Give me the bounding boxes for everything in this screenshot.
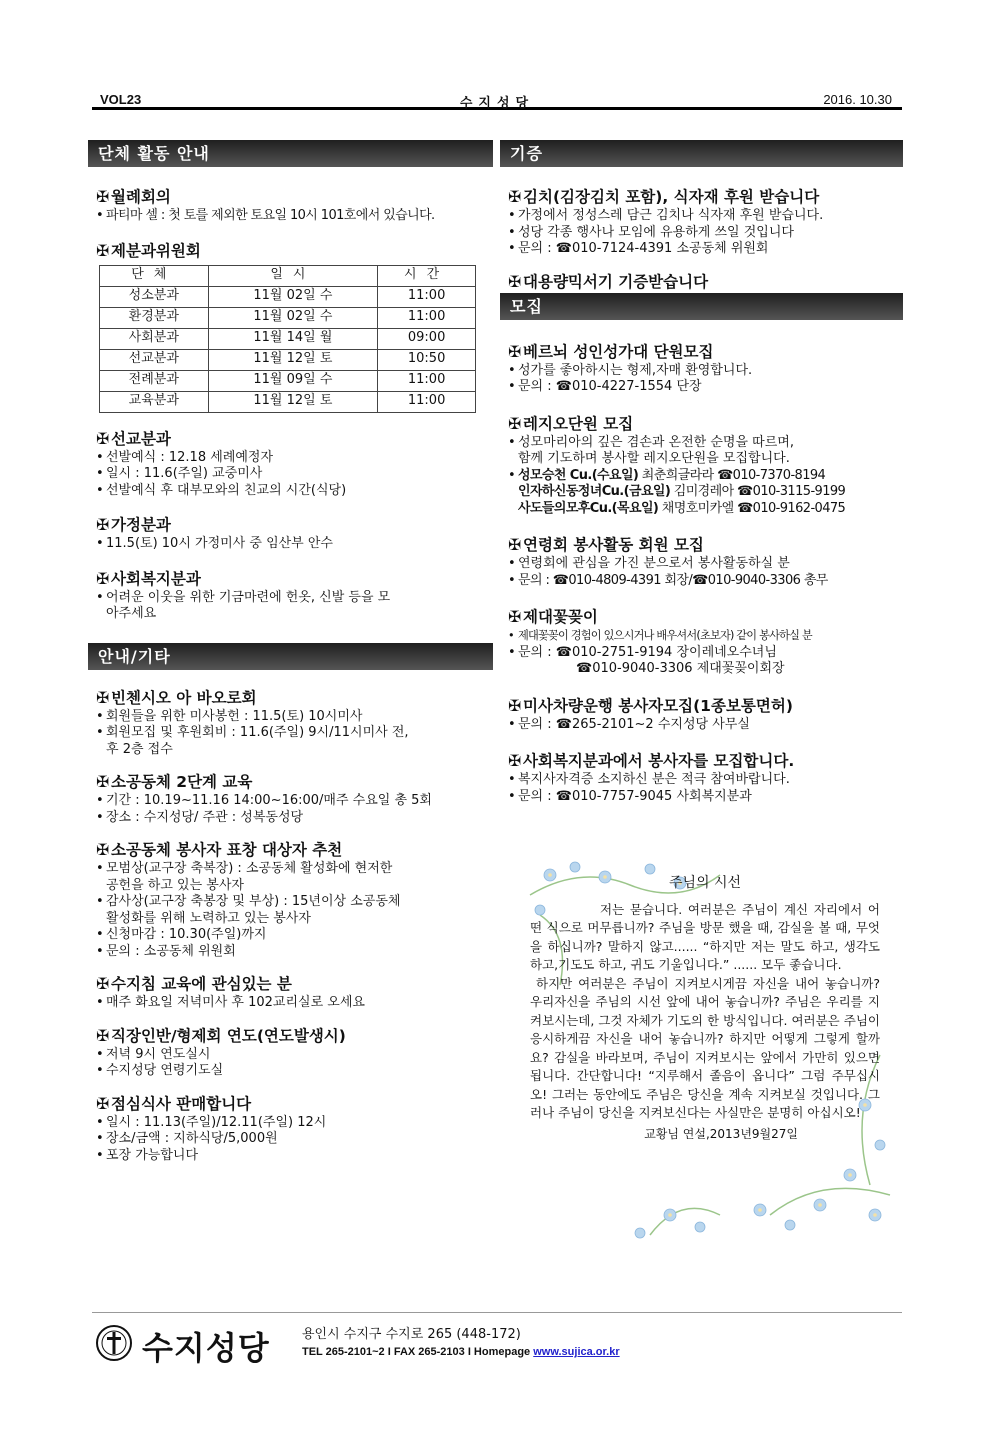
list-item: • 일시 : 11.6(주일) 교중미사 (96, 466, 493, 483)
list-item: • 복지사자격증 소지하신 분은 적극 참여바랍니다. (508, 772, 903, 789)
list-item: • 연령회에 관심을 가진 분으로서 봉사활동하실 분 (508, 556, 903, 573)
table-cell: 11:00 (378, 286, 476, 307)
list-item-cont: 공헌을 하고 있는 봉사자 (106, 877, 244, 893)
right-column (500, 140, 903, 805)
family-title: 가정분과 (111, 516, 171, 534)
list-item: • 문의 : ☎010-4809-4391 회장/☎010-9040-3306 총무 (508, 573, 903, 590)
vincent-section (96, 688, 493, 759)
award-section (96, 840, 493, 960)
committee-title: 제분과위원회 (111, 241, 201, 260)
list-item-cont: 함께 기도하며 봉사할 레지오단원을 모집합니다. (518, 451, 790, 466)
list-item: • 저녁 9시 연도실시 (96, 1047, 493, 1064)
parish-title: 수지성당 (459, 95, 535, 110)
list-item: • 매주 화요일 저녁미사 후 102교리실로 오세요 (96, 995, 493, 1012)
left-column (88, 140, 493, 1164)
list-item: • 문의 : ☎010-7757-9045 사회복지분과 (508, 789, 903, 806)
list-item: • 회원모집 및 후원회비 : 11.6(주일) 9시/11시미사 전, (96, 725, 493, 742)
kimchi-title: 김치(김장김치 포함), 식자재 후원 받습니다 (523, 188, 820, 206)
table-row (100, 370, 476, 391)
legio-section (508, 414, 903, 518)
quote-box (530, 872, 880, 1143)
cross-icon: ✠ (508, 272, 521, 291)
cross-icon: ✠ (508, 414, 521, 433)
list-item-cont: ☎010-9040-3306 제대꽃꽂이회장 (576, 661, 785, 676)
table-cell: 11:00 (378, 391, 476, 412)
list-item-cont (508, 484, 903, 501)
table-cell: 11월 14일 월 (208, 328, 378, 349)
choir-section (508, 342, 903, 396)
welfare-section (96, 569, 493, 623)
list-item: • 11.5(토) 10시 가정미사 중 임산부 안수 (96, 536, 493, 553)
page-footer (92, 1312, 902, 1372)
table-header: 시간 (378, 265, 476, 286)
table-row (100, 286, 476, 307)
list-item: • 문의 : ☎265-2101~2 수지성당 사무실 (508, 717, 903, 734)
table-cell: 11:00 (378, 307, 476, 328)
cross-icon: ✠ (96, 429, 109, 448)
list-item: • 파티마 셀 : 첫 토를 제외한 토요일 10시 101호에서 있습니다. (96, 208, 493, 225)
list-item: • 신청마감 : 10.30(주일)까지 (96, 927, 493, 944)
table-row (100, 307, 476, 328)
cross-icon: ✠ (508, 188, 521, 206)
list-item: • 포장 가능합니다 (96, 1148, 493, 1165)
list-item: • 어려운 이웃을 위한 기금마련에 헌옷, 신발 등을 모 (96, 590, 493, 607)
list-item: • 성모마리아의 깊은 겸손과 온전한 순명을 따르며, (508, 435, 903, 452)
list-item: • 장소/금액 : 지하식당/5,000원 (96, 1131, 493, 1148)
list-item: • 일시 : 11.13(주일)/12.11(주일) 12시 (96, 1115, 493, 1132)
table-cell: 11월 02일 수 (208, 286, 378, 307)
committee (96, 241, 493, 413)
cross-icon: ✠ (508, 608, 521, 626)
mixer-section (508, 272, 903, 292)
section-bar-donation: 기증 (500, 140, 903, 167)
curia-name: 사도들의모후Cu.(목요일) (518, 500, 659, 516)
mixer-title: 대용량믹서기 기증받습니다 (523, 272, 709, 291)
list-item: • 가정에서 정성스레 담근 김치나 식자재 후원 받습니다. (508, 208, 903, 225)
table-cell: 선교분과 (100, 349, 209, 370)
list-item: • 모범상(교구장 축복장) : 소공동체 활성화에 현저한 (96, 861, 493, 878)
curia-contact: 최춘희글라라 ☎010-7370-8194 (638, 467, 826, 483)
lunch-section (96, 1094, 493, 1165)
cross-icon: ✠ (96, 773, 109, 791)
cross-icon: ✠ (96, 1026, 109, 1045)
list-item: • 문의 : ☎010-4227-1554 단장 (508, 379, 903, 396)
table-cell: 11월 12일 토 (208, 391, 378, 412)
table-header: 일시 (208, 265, 378, 286)
table-cell: 11:00 (378, 370, 476, 391)
small-community-section (96, 772, 493, 826)
elder-section (508, 535, 903, 589)
logo-text: 수지성당 (142, 1329, 270, 1367)
elder-title: 연령회 봉사활동 회원 모집 (523, 536, 704, 554)
table-cell: 전례분과 (100, 370, 209, 391)
mission-title: 선교분과 (111, 429, 171, 448)
table-cell: 사회분과 (100, 328, 209, 349)
curia-contact: 김미경레아 ☎010-3115-9199 (670, 484, 846, 499)
list-item (508, 468, 903, 485)
award-title: 소공동체 봉사자 표창 대상자 추천 (111, 841, 343, 859)
list-item: • 선발예식 : 12.18 세례예정자 (96, 450, 493, 467)
cross-icon: ✠ (96, 569, 109, 588)
curia-name: 성모승천 Cu.(수요일) (518, 467, 639, 483)
table-cell: 10:50 (378, 349, 476, 370)
cross-icon: ✠ (96, 188, 109, 206)
cross-icon: ✠ (508, 536, 521, 554)
list-item: • 장소 : 수지성당/ 주관 : 성복동성당 (96, 810, 493, 827)
list-item: • 감사상(교구장 축봉장 및 부상) : 15년이상 소공동체 (96, 894, 493, 911)
vincent-title: 빈첸시오 아 바오로회 (111, 688, 257, 707)
cross-icon: ✠ (96, 516, 109, 534)
issue-date: 2016. 10.30 (823, 92, 892, 107)
lunch-title: 점심식사 판매합니다 (111, 1094, 252, 1113)
table-row (100, 391, 476, 412)
quote-paragraph: 저는 묻습니다. 여러분은 주님이 계신 자리에서 어떤 식으로 머무릅니까? 주님을 방문 했을 때, 감실을 볼 때, 무엇을 하십니까? 말하지 않고...... “하지만 저는 말도 하고, 생각도 하고,기도도 하고, 귀도 기울입니다.” ...... 모두 좋습니다. (530, 901, 880, 972)
list-item-cont: 후 2층 접수 (106, 741, 173, 757)
section-bar-info: 안내/기타 (88, 643, 493, 670)
table-row (100, 349, 476, 370)
footer-address: 용인시 수지구 수지로 265 (448-172) (302, 1327, 521, 1342)
small-community-title: 소공동체 2단계 교육 (111, 773, 253, 791)
contact-text: TEL 265-2101~2 I FAX 265-2103 I Homepage (302, 1346, 534, 1358)
list-item: • 성가를 좋아하시는 형제,자매 환영합니다. (508, 363, 903, 380)
list-item: • 제대꽃꽂이 경험이 있으시거나 배우셔서(초보자) 같이 봉사하실 분 (508, 628, 903, 645)
section-bar-recruit: 모집 (500, 293, 903, 320)
welfare-title: 사회복지분과 (111, 569, 201, 588)
list-item: • 수지성당 연령기도실 (96, 1063, 493, 1080)
list-item-cont (508, 501, 903, 518)
church-emblem-icon (94, 1323, 134, 1363)
cross-icon: ✠ (508, 752, 521, 770)
table-cell: 09:00 (378, 328, 476, 349)
table-cell: 교육분과 (100, 391, 209, 412)
vigil-section (96, 1026, 493, 1080)
family-section (96, 515, 493, 553)
cross-icon: ✠ (96, 688, 109, 707)
altar-section (508, 607, 903, 678)
cross-icon: ✠ (96, 975, 109, 993)
list-item: • 선발예식 후 대부모와의 친교의 시간(식당) (96, 483, 493, 500)
curia-name: 인자하신동정녀Cu.(금요일) (518, 484, 671, 499)
table-header-row (100, 265, 476, 286)
welfare2-title: 사회복지분과에서 봉사자를 모집합니다. (523, 752, 795, 770)
kimchi-section (508, 187, 903, 258)
choir-title: 베르뇌 성인성가대 단원모집 (523, 342, 714, 361)
curia-contact: 채명호미카엘 ☎010-9162-0475 (658, 500, 846, 516)
footer-contact (302, 1346, 620, 1358)
cross-icon: ✠ (508, 342, 521, 361)
parish-logo (94, 1321, 276, 1367)
monthly-meeting-title: 월례회의 (111, 188, 171, 206)
list-item: • 문의 : 소공동체 위원회 (96, 944, 493, 961)
quote-paragraph: 하지만 여러분은 주님이 지켜보시게끔 자신을 내어 놓습니까? 우리자신을 주님의 시선 앞에 내어 놓습니까? 주님은 우리를 지켜보시는데, 그것 자체가 기도의 한 방식입니다. 여러분은 주님이 응시하게끔 자신을 내어 놓습니까? 하지만 어떻게 그렇게 할까요? 감실을 바라보며, 주님이 지켜보시는 앞에서 가만히 있으면 됩니다. 간단합니다! “지루해서 졸음이 옵니다” 그럼 주무십시오! 그러는 동안에도 주님은 당신을 계속 지켜보실 것입니다. 그러나 주님이 당신을 지켜보신다는 사실만은 분명히 아십시오! (530, 975, 880, 1120)
legio-title: 레지오단원 모집 (523, 414, 634, 433)
cross-icon: ✠ (96, 1094, 109, 1113)
mission-section (96, 429, 493, 500)
table-cell: 11월 09일 수 (208, 370, 378, 391)
list-item: • 문의 : ☎010-7124-4391 소공동체 위원회 (508, 241, 903, 258)
cross-icon: ✠ (508, 696, 521, 715)
section-bar-groups: 단체 활동 안내 (88, 140, 493, 167)
sujichim-title: 수지침 교육에 관심있는 분 (111, 975, 292, 993)
homepage-link[interactable]: www.sujica.or.kr (533, 1346, 620, 1358)
table-cell: 환경분과 (100, 307, 209, 328)
cross-icon: ✠ (96, 241, 109, 260)
volume-label: VOL23 (100, 92, 142, 107)
quote-signature: 교황님 연설,2013년9월27일 (644, 1126, 798, 1141)
list-item: • 문의 : ☎010-2751-9194 장이레네오수녀님 (508, 645, 903, 662)
vigil-title: 직장인반/형제회 연도(연도발생시) (111, 1026, 346, 1045)
cross-icon: ✠ (96, 841, 109, 859)
driver-section (508, 696, 903, 734)
list-item: • 회원들을 위한 미사봉헌 : 11.5(토) 10시미사 (96, 709, 493, 726)
quote-title: 주님의 시선 (668, 875, 742, 891)
welfare2-section (508, 751, 903, 805)
list-item: • 기간 : 10.19~11.16 14:00~16:00/매주 수요일 총 5회 (96, 793, 493, 810)
table-row (100, 328, 476, 349)
table-header: 단체 (100, 265, 209, 286)
table-cell: 11월 02일 수 (208, 307, 378, 328)
driver-title: 미사차량운행 봉사자모집(1종보통면허) (523, 696, 793, 715)
table-cell: 성소분과 (100, 286, 209, 307)
monthly-meeting (96, 187, 493, 225)
list-item: • 성당 각종 행사나 모임에 유용하게 쓰일 것입니다 (508, 225, 903, 242)
committee-table (99, 265, 476, 413)
list-item-cont: 활성화를 위해 노력하고 있는 봉사자 (106, 910, 311, 926)
page-header (92, 88, 902, 110)
altar-title: 제대꽃꽂이 (523, 608, 598, 626)
table-cell: 11월 12일 토 (208, 349, 378, 370)
list-item-cont: 아주세요 (106, 606, 157, 621)
sujichim-section (96, 974, 493, 1012)
